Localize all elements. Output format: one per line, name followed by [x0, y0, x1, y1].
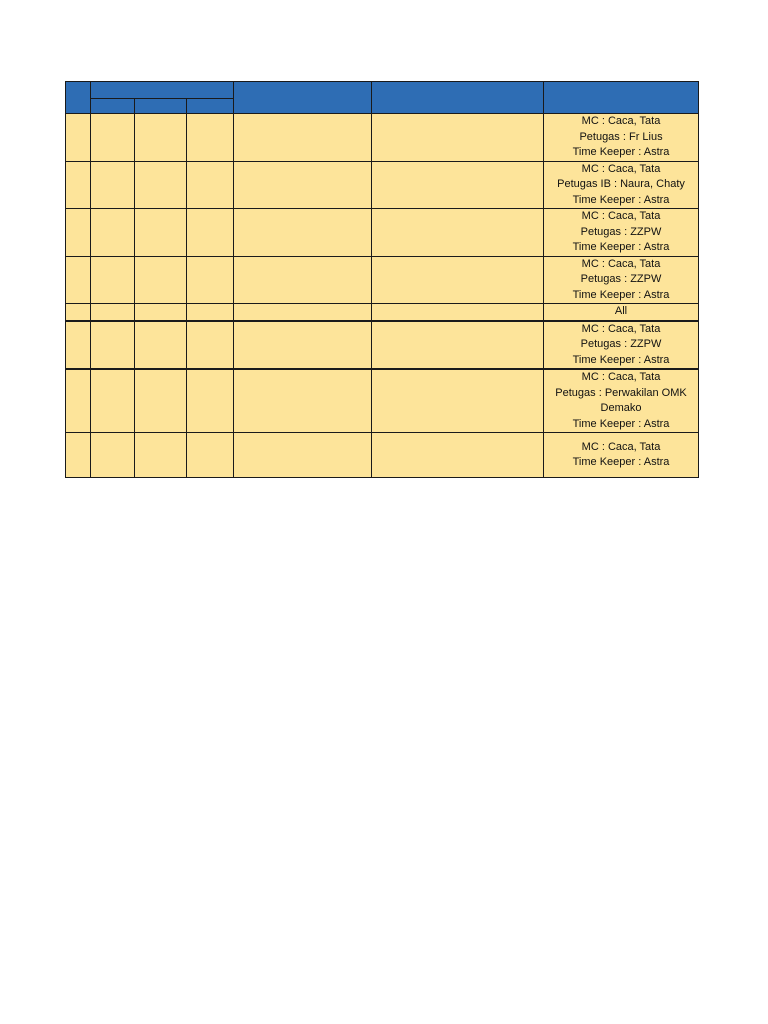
- cell: [91, 161, 135, 209]
- table-row: [66, 114, 699, 162]
- table-row: [66, 304, 699, 321]
- cell: [372, 114, 544, 162]
- notes-line: Petugas : Perwakilan OMK: [555, 386, 687, 399]
- table-row: [66, 369, 699, 433]
- cell: [187, 256, 234, 304]
- table-row: [66, 321, 699, 370]
- header-subcell-1: [91, 99, 135, 114]
- header-row-top: [66, 82, 699, 99]
- header-cell-group: [91, 82, 234, 99]
- notes-line: Petugas : ZZPW: [580, 225, 662, 238]
- table-row: [66, 256, 699, 304]
- cell: [372, 209, 544, 257]
- header-subcell-2: [135, 99, 187, 114]
- header-cell-no: [66, 82, 91, 114]
- table-row: [66, 161, 699, 209]
- cell: [66, 114, 91, 162]
- notes-line: Time Keeper : Astra: [572, 146, 670, 158]
- cell: [66, 369, 91, 433]
- cell: [135, 209, 187, 257]
- notes-line: MC : Caca, Tata: [581, 257, 661, 270]
- cell: [234, 161, 372, 209]
- cell: [66, 209, 91, 257]
- cell: [187, 433, 234, 478]
- cell: [91, 304, 135, 321]
- cell: [372, 433, 544, 478]
- cell: [91, 369, 135, 433]
- cell: [372, 161, 544, 209]
- notes-cell: [544, 256, 699, 304]
- cell: [66, 433, 91, 478]
- cell: [135, 433, 187, 478]
- notes-cell: [544, 161, 699, 209]
- cell: [187, 369, 234, 433]
- notes-line: Time Keeper : Astra: [572, 353, 670, 366]
- notes-cell: [544, 369, 699, 433]
- notes-line: Petugas : ZZPW: [580, 273, 662, 285]
- notes-line: Time Keeper : Astra: [572, 193, 670, 206]
- cell: [234, 256, 372, 304]
- cell: [187, 161, 234, 209]
- cell: [135, 304, 187, 321]
- notes-line: MC : Caca, Tata: [581, 210, 661, 222]
- schedule-table: [65, 81, 699, 478]
- cell: [66, 161, 91, 209]
- cell: [66, 304, 91, 321]
- cell: [135, 256, 187, 304]
- notes-cell: [544, 114, 699, 162]
- notes-line: Time Keeper : Astra: [572, 288, 670, 301]
- cell: [234, 304, 372, 321]
- notes-line: MC : Caca, Tata: [581, 440, 661, 453]
- cell: [66, 256, 91, 304]
- cell: [91, 209, 135, 257]
- header-cell-notes: [544, 82, 699, 114]
- cell: [66, 321, 91, 370]
- cell: [91, 321, 135, 370]
- cell: [234, 433, 372, 478]
- notes-line: Time Keeper : Astra: [572, 456, 670, 468]
- notes-line: All: [614, 305, 628, 317]
- cell: [372, 369, 544, 433]
- notes-cell: [544, 433, 699, 478]
- notes-line: MC : Caca, Tata: [581, 162, 661, 175]
- cell: [372, 321, 544, 370]
- cell: [187, 304, 234, 321]
- header-cell-col6: [372, 82, 544, 114]
- cell: [91, 256, 135, 304]
- notes-line: MC : Caca, Tata: [581, 115, 661, 127]
- notes-line: Petugas IB : Naura, Chaty: [557, 178, 685, 190]
- cell: [372, 256, 544, 304]
- cell: [135, 369, 187, 433]
- cell: [135, 161, 187, 209]
- notes-cell: [544, 321, 699, 370]
- cell: [91, 114, 135, 162]
- header-cell-col5: [234, 82, 372, 114]
- notes-cell: [544, 304, 699, 321]
- table-row: [66, 209, 699, 257]
- table-row: [66, 433, 699, 478]
- cell: [234, 321, 372, 370]
- notes-line: MC : Caca, Tata: [581, 371, 661, 383]
- notes-line: Time Keeper : Astra: [572, 241, 670, 253]
- notes-line: Petugas : ZZPW: [580, 338, 662, 350]
- header-subcell-3: [187, 99, 234, 114]
- cell: [187, 209, 234, 257]
- notes-line: Demako: [600, 402, 642, 414]
- cell: [187, 114, 234, 162]
- cell: [372, 304, 544, 321]
- cell: [135, 321, 187, 370]
- cell: [135, 114, 187, 162]
- cell: [187, 321, 234, 370]
- cell: [234, 114, 372, 162]
- cell: [234, 209, 372, 257]
- cell: [234, 369, 372, 433]
- notes-line: Time Keeper : Astra: [572, 417, 670, 430]
- notes-cell: [544, 209, 699, 257]
- notes-line: MC : Caca, Tata: [581, 322, 661, 335]
- notes-line: Petugas : Fr Lius: [579, 130, 663, 143]
- cell: [91, 433, 135, 478]
